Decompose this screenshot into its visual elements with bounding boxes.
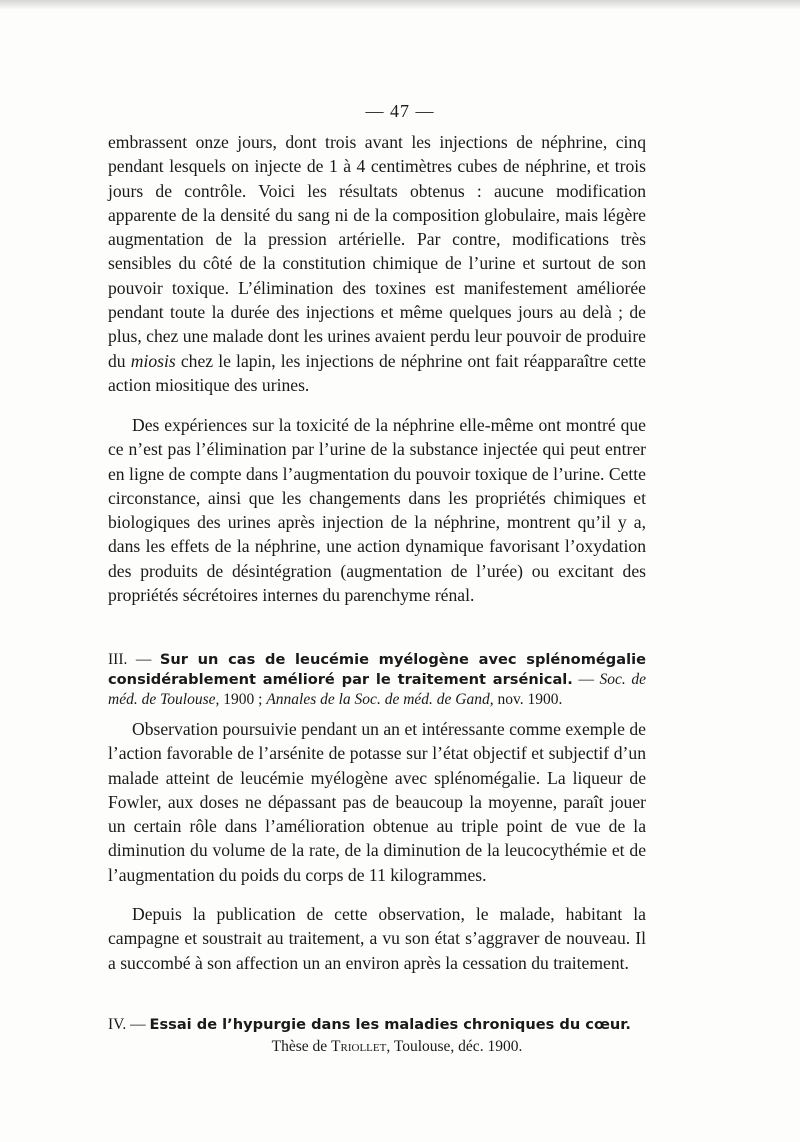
section-3-dash: — — [578, 671, 594, 688]
page-number: — 47 — — [365, 101, 435, 121]
paragraph-2-text: Des expériences sur la toxicité de la néphrine elle-même ont montré que ce n’est pas l’élimination par l’urine de la substance injectée qui peut entrer en ligne de compte dans l’augmentation du pouvoir toxique de l’urine. Cette circonstance, ainsi que les changements dans les propriétés chimiques et biologiques des urines après injection de la néphrine, montrent qu’il y a, dans les effets de la néphrine, une action dynamique favorisant l’oxydation des produits de désintégration (augmentation de l’urée) ou excitant des propriétés sécrétoires internes du parenchyme rénal. — [108, 415, 646, 606]
paragraph-1-text: embrassent onze jours, dont trois avant les injections de néphrine, cinq pendant lesquels on injecte de 1 à 4 centimètres cubes de néphrine, et trois jours de contrôle. Voici les résultats obtenus : aucune modification apparente de la densité du sang ni de la composition globulaire, mais légère augmentation de la pression artérielle. Par contre, modifications très sensibles du côté de la constitution chimique de l’urine et surtout de son pouvoir toxique. L’élimination des toxines est manifestement améliorée pendant toute la durée des injections et même quelques jours au delà ; de plus, chez une malade dont les urines avaient perdu leur pouvoir de produire du — [108, 132, 646, 371]
paragraph-3-text: Observation poursuivie pendant un an et intéressante comme exemple de l’action favorable de l’arsénite de potasse sur l’état objectif et subjectif d’un malade atteint de leucémie myélogène avec splénomégalie. La liqueur de Fowler, aux doses ne dépassant pas de beaucoup la moyenne, paraît jouer un certain rôle dans l’amélioration obtenue au triple point de vue de la diminution du volume de la rate, de la diminution de la leucocythémie et de l’augmentation du poids du corps de 11 kilogrammes. — [108, 719, 646, 885]
section-3-ref-a-year: 1900 ; — [223, 691, 263, 708]
paragraph-1-italic: miosis — [130, 350, 176, 371]
scan-edge — [0, 0, 800, 10]
section-3-title: Sur un cas de leucémie myélogène avec splénomégalie considérablement amélioré par le traitement arsénical. — [108, 651, 647, 688]
section-4-numeral: IV. — — [108, 1016, 146, 1033]
section-4-these-prefix: Thèse de — [271, 1038, 328, 1055]
section-3-numeral: III. — — [108, 651, 152, 668]
section-4-title: Essai de l’hypurgie dans les maladies chroniques du cœur. — [149, 1016, 631, 1033]
section-4-these-author: Triollet, — [331, 1038, 391, 1055]
paragraph-4-text: Depuis la publication de cette observation, le malade, habitant la campagne et soustrait au traitement, a vu son état s’aggraver de nouveau. Il a succombé à son affection un an environ après la cessation du traitement. — [108, 904, 646, 973]
paragraph-1-end: chez le lapin, les injections de néphrine ont fait réapparaître cette action miositique des urines. — [108, 350, 646, 395]
paragraph-1 — [108, 130, 646, 397]
section-3-ref-b: Annales de la Soc. de méd. de Gand, — [266, 691, 494, 708]
paragraph-3 — [108, 717, 646, 887]
section-4-heading — [108, 1015, 646, 1057]
section-4-these-place-date: Toulouse, déc. 1900. — [393, 1038, 523, 1055]
paragraph-2 — [108, 413, 646, 607]
section-4-these — [108, 1037, 646, 1057]
section-3-ref-a: Soc. de méd. de Toulouse, — [108, 671, 647, 708]
paragraph-4 — [108, 902, 646, 975]
section-3-ref-b-date: nov. 1900. — [497, 691, 563, 708]
section-3-heading — [108, 650, 646, 710]
